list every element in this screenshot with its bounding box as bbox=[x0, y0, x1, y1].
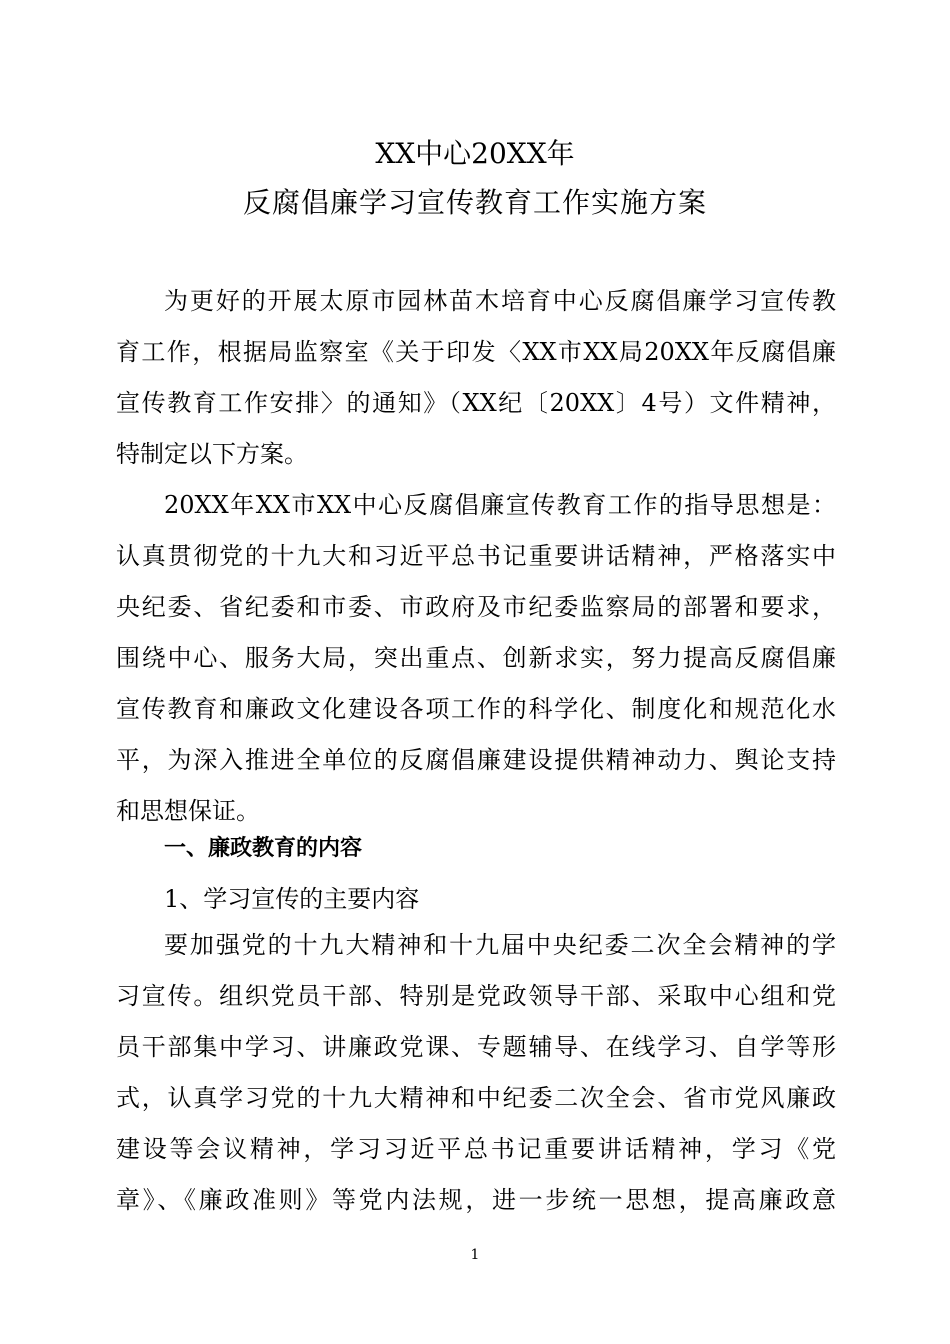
paragraph-study-content bbox=[116, 920, 836, 1226]
paragraph-line: 式，认真学习党的十九大精神和中纪委二次全会、省市党风廉政 bbox=[116, 1084, 836, 1112]
paragraph-line: 为更好的开展太原市园林苗木培育中心反腐倡廉学习宣传教 bbox=[164, 287, 836, 315]
paragraph-line: 平，为深入推进全单位的反腐倡廉建设提供精神动力、舆论支持 bbox=[116, 746, 836, 774]
paragraph-line: 20XX年XX市XX中心反腐倡廉宣传教育工作的指导思想是： bbox=[164, 491, 836, 519]
paragraph-line: 和思想保证。 bbox=[116, 797, 260, 825]
section-heading: 一、廉政教育的内容 bbox=[164, 836, 363, 861]
paragraph-line: 习宣传。组织党员干部、特别是党政领导干部、采取中心组和党 bbox=[116, 982, 836, 1010]
paragraph-line: 宣传教育和廉政文化建设各项工作的科学化、制度化和规范化水 bbox=[116, 695, 836, 723]
paragraph-line: 要加强党的十九大精神和十九届中央纪委二次全会精神的学 bbox=[164, 931, 836, 959]
paragraph-line: 育工作，根据局监察室《关于印发〈XX市XX局20XX年反腐倡廉 bbox=[116, 338, 836, 366]
document-title-line-1: XX中心20XX年 bbox=[375, 137, 575, 170]
paragraph-line: 员干部集中学习、讲廉政党课、专题辅导、在线学习、自学等形 bbox=[116, 1033, 836, 1061]
paragraph-guiding-thought bbox=[116, 480, 836, 837]
paragraph-line: 特制定以下方案。 bbox=[116, 440, 308, 468]
paragraph-line: 央纪委、省纪委和市委、市政府及市纪委监察局的部署和要求， bbox=[116, 593, 836, 621]
page-number: 1 bbox=[470, 1247, 480, 1263]
subsection-heading: 1、学习宣传的主要内容 bbox=[164, 885, 420, 913]
paragraph-intro bbox=[116, 276, 836, 480]
paragraph-line: 建设等会议精神，学习习近平总书记重要讲话精神，学习《党 bbox=[116, 1135, 836, 1163]
paragraph-line: 认真贯彻党的十九大和习近平总书记重要讲话精神，严格落实中 bbox=[116, 542, 836, 570]
paragraph-line: 围绕中心、服务大局，突出重点、创新求实，努力提高反腐倡廉 bbox=[116, 644, 836, 672]
paragraph-line: 章》、《廉政准则》等党内法规，进一步统一思想，提高廉政意 bbox=[116, 1186, 836, 1214]
paragraph-line: 宣传教育工作安排〉的通知》（XX纪〔20XX〕4号）文件精神， bbox=[116, 389, 836, 417]
document-title-line-2: 反腐倡廉学习宣传教育工作实施方案 bbox=[242, 186, 707, 219]
